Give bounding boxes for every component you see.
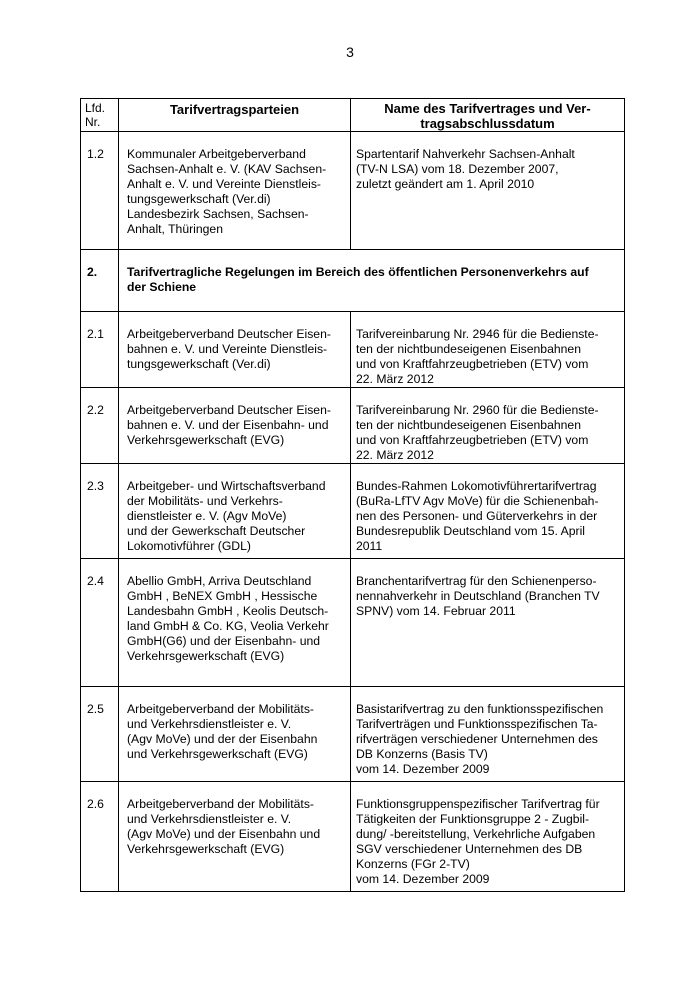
collective-agreements-table bbox=[80, 98, 625, 892]
section-number: 2. bbox=[81, 250, 119, 312]
row-parties: Arbeitgeber- und Wirtschaftsverband der Mobilitäts- und Verkehrs- dienstleister e. V. (Agv MoVe) und der Gewerkschaft Deutscher Lokomotivführer (GDL) bbox=[119, 464, 351, 559]
page-number: 3 bbox=[346, 44, 354, 60]
row-parties: Arbeitgeberverband Deutscher Eisen- bahnen e. V. und der Eisenbahn- und Verkehrsgewerkschaft (EVG) bbox=[119, 388, 351, 464]
row-agreement: Tarifvereinbarung Nr. 2960 für die Bedienste- ten der nichtbundeseigenen Eisenbahnen und von Kraftfahrzeugbetrieben (ETV) vom 22. März 2012 bbox=[351, 388, 625, 464]
header-lfd-nr: Lfd. Nr. bbox=[81, 99, 119, 132]
row-agreement: Funktionsgruppenspezifischer Tarifvertrag für Tätigkeiten der Funktionsgruppe 2 - Zugbil- dung/ -bereitstellung, Verkehrliche Aufgaben SGV verschiedener Unternehmen des DB Konzerns (FGr 2-TV) vom 14. Dezember 2009 bbox=[351, 782, 625, 892]
row-parties: Arbeitgeberverband der Mobilitäts- und Verkehrsdienstleister e. V. (Agv MoVe) und der Eisenbahn und Verkehrsgewerkschaft (EVG) bbox=[119, 782, 351, 892]
row-agreement: Spartentarif Nahverkehr Sachsen-Anhalt (TV-N LSA) vom 18. Dezember 2007, zuletzt geändert am 1. April 2010 bbox=[351, 132, 625, 250]
row-parties: Arbeitgeberverband der Mobilitäts- und Verkehrsdienstleister e. V. (Agv MoVe) und der der Eisenbahn und Verkehrsgewerkschaft (EVG) bbox=[119, 687, 351, 782]
table-row bbox=[81, 687, 625, 782]
header-name-tarifvertrag: Name des Tarifvertrages und Ver- tragsabschlussdatum bbox=[351, 99, 625, 132]
row-number: 2.5 bbox=[81, 687, 119, 782]
table-header-row bbox=[81, 99, 625, 132]
row-parties: Kommunaler Arbeitgeberverband Sachsen-Anhalt e. V. (KAV Sachsen- Anhalt e. V. und Vereinte Dienstleis- tungsgewerkschaft (Ver.di) Landesbezirk Sachsen, Sachsen- Anhalt, Thüringen bbox=[119, 132, 351, 250]
row-agreement: Basistarifvertrag zu den funktionsspezifischen Tarifverträgen und Funktionsspezifischen Ta- rifverträgen verschiedener Unternehmen des DB Konzerns (Basis TV) vom 14. Dezember 2009 bbox=[351, 687, 625, 782]
row-number: 2.4 bbox=[81, 559, 119, 687]
row-number: 1.2 bbox=[81, 132, 119, 250]
section-row bbox=[81, 250, 625, 312]
table-row bbox=[81, 782, 625, 892]
row-agreement: Tarifvereinbarung Nr. 2946 für die Bedienste- ten der nichtbundeseigenen Eisenbahnen und von Kraftfahrzeugbetrieben (ETV) vom 22. März 2012 bbox=[351, 312, 625, 388]
row-number: 2.1 bbox=[81, 312, 119, 388]
row-agreement: Branchentarifvertrag für den Schienenperso- nennahverkehr in Deutschland (Branchen TV SPNV) vom 14. Februar 2011 bbox=[351, 559, 625, 687]
table-row bbox=[81, 312, 625, 388]
row-parties: Abellio GmbH, Arriva Deutschland GmbH , BeNEX GmbH , Hessische Landesbahn GmbH , Keolis Deutsch- land GmbH & Co. KG, Veolia Verkehr GmbH(G6) und der Eisenbahn- und Verkehrsgewerkschaft (EVG) bbox=[119, 559, 351, 687]
table-row bbox=[81, 559, 625, 687]
row-number: 2.3 bbox=[81, 464, 119, 559]
table-row bbox=[81, 388, 625, 464]
row-parties: Arbeitgeberverband Deutscher Eisen- bahnen e. V. und Vereinte Dienstleis- tungsgewerkschaft (Ver.di) bbox=[119, 312, 351, 388]
table-row bbox=[81, 132, 625, 250]
section-title: Tarifvertragliche Regelungen im Bereich des öffentlichen Personenverkehrs auf der Schiene bbox=[119, 250, 625, 312]
header-tarifvertragsparteien: Tarifvertragsparteien bbox=[119, 99, 351, 132]
row-number: 2.6 bbox=[81, 782, 119, 892]
row-agreement: Bundes-Rahmen Lokomotivführertarifvertrag (BuRa-LfTV Agv MoVe) für die Schienenbah- nen des Personen- und Güterverkehrs in der Bundesrepublik Deutschland vom 15. April 2011 bbox=[351, 464, 625, 559]
table-row bbox=[81, 464, 625, 559]
row-number: 2.2 bbox=[81, 388, 119, 464]
